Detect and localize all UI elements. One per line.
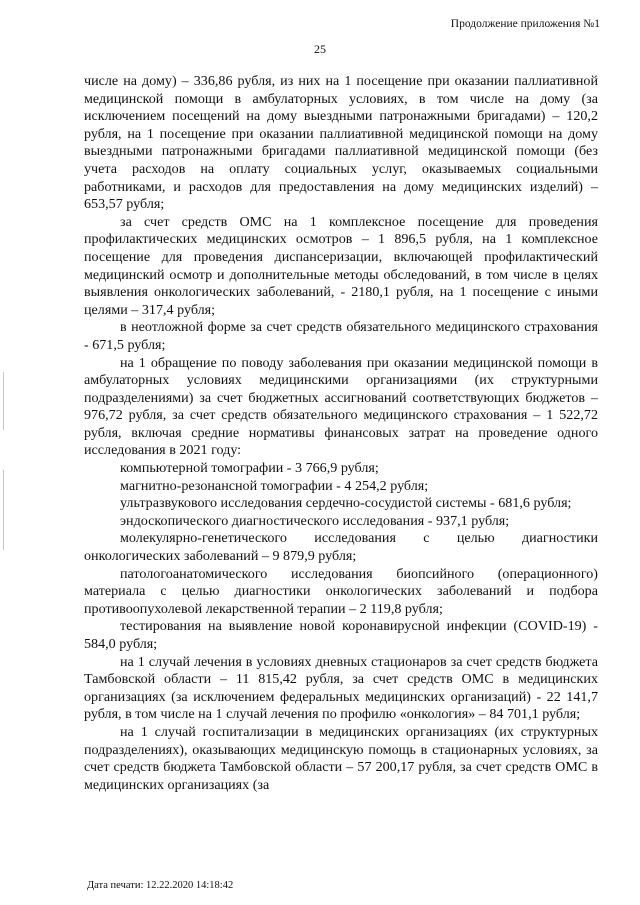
print-date: Дата печати: 12.22.2020 14:18:42: [87, 880, 234, 891]
list-item: эндоскопического диагностического исследования - 937,1 рубля;: [120, 512, 510, 529]
paragraph: на 1 обращение по поводу заболевания при оказании медицинской помощи в амбулаторных условиях медицинскими организациями (их структурными подразделениями) за счет бюджетных ассигнований соответствующих бюджетов – 976,72 рубля, за счет средств обязательного медицинского страхования – 1 522,72 рубля, включая средние нормативы финансовых затрат на проведение одного исследования в 2021 году:: [84, 354, 598, 459]
list-item: ультразвукового исследования сердечно-сосудистой системы - 681,6 рубля;: [120, 495, 572, 512]
left-margin-mark: [3, 372, 4, 430]
list-item: компьютерной томографии - 3 766,9 рубля;: [120, 460, 379, 477]
left-margin-mark: [3, 470, 4, 550]
paragraph: числе на дому) – 336,86 рубля, из них на 1 посещение при оказании паллиативной медицинской помощи в амбулаторных условиях, в том числе на дому (за исключением посещений на дому выездными патронажными бригадами) – 120,2 рубля, на 1 посещение при оказании паллиативной медицинской помощи на дому выездными патронажными бригадами паллиативной медицинской помощи (без учета расходов на оплату социальных услуг, оказываемых социальными работниками, и расходов для предоставления на дому медицинских изделий) – 653,57 рубля;: [84, 73, 598, 213]
paragraph: на 1 случай госпитализации в медицинских организациях (их структурных подразделениях), оказывающих медицинскую помощь в стационарных условиях, за счет средств бюджета Тамбовской области – 57 200,17 рубля, за счет средств ОМС в медицинских организациях (за: [84, 723, 598, 793]
list-item: патологоанатомического исследования биопсийного (операционного) материала с целью диагностики онкологических заболеваний и подбора противоопухолевой лекарственной терапии – 2 119,8 рубля;: [84, 565, 598, 617]
appendix-continuation-note: Продолжение приложения №1: [450, 18, 600, 30]
paragraph: на 1 случай лечения в условиях дневных стационаров за счет средств бюджета Тамбовской области – 11 815,42 рубля, за счет средств ОМС в медицинских организациях (за исключением федеральных медицинских организаций) - 22 141,7 рубля, в том числе на 1 случай лечения по профилю «онкология» – 84 701,1 рубля;: [84, 653, 598, 723]
list-item: молекулярно-генетического исследования с целью диагностики онкологических заболеваний – 9 879,9 рубля;: [84, 530, 598, 565]
paragraph: за счет средств ОМС на 1 комплексное посещение для проведения профилактических медицинских осмотров – 1 896,5 рубля, на 1 комплексное посещение для проведения диспансеризации, включающей профилактический медицинский осмотр и дополнительные методы обследований, в том числе в целях выявления онкологических заболеваний, - 2180,1 рубля, на 1 посещение с иными целями – 317,4 рубля;: [84, 213, 598, 318]
paragraph: в неотложной форме за счет средств обязательного медицинского страхования - 671,5 рубля;: [84, 319, 598, 353]
document-body: [84, 73, 598, 794]
list-item: магнитно-резонансной томографии - 4 254,2 рубля;: [120, 477, 429, 494]
page-number: 25: [314, 42, 326, 56]
list-item: тестирования на выявление новой коронавирусной инфекции (COVID-19) - 584,0 рубля;: [84, 618, 598, 652]
